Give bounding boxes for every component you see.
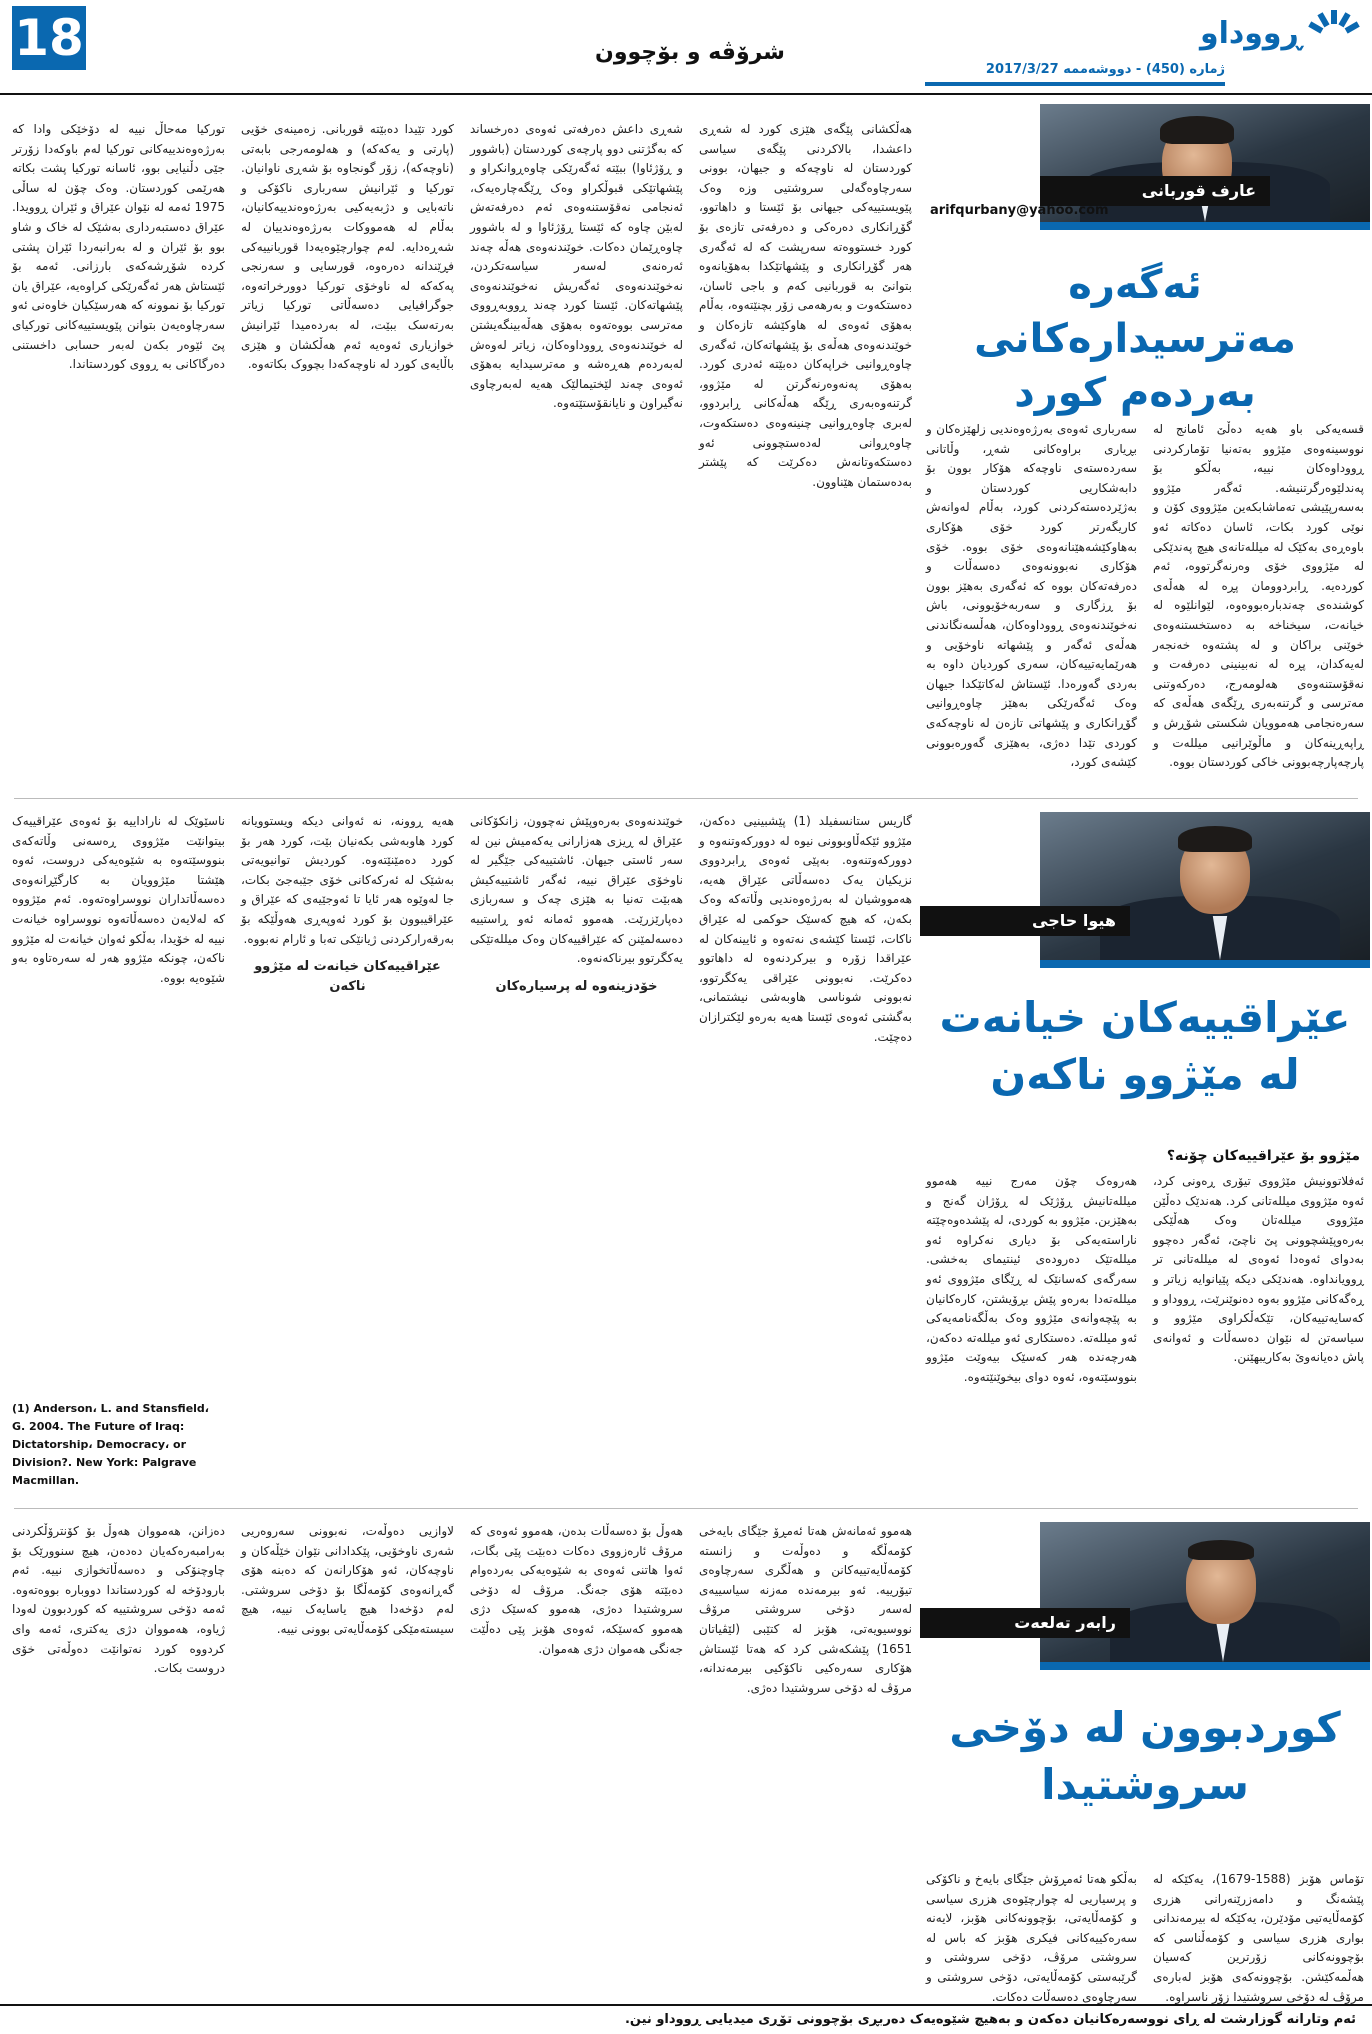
column: تورکیا مەحاڵ نییە لە دۆخێکی وادا کە بەرژەوەندییەکانی تورکیا لەم باوکەدا زۆرتر جێی دڵنیایی بوو، ئاسانە تورکیا پشت بکاتە هەرێمی کوردستان. وەک چۆن لە ساڵی 1975 ئەمە لە نێوان عێراق و ئێران ڕوویدا. عێراق دەستبەرداری بەشێک لە خاک و شاو بوو بۆ ئێران و لە بەرانبەردا ئێران پشتی کردە شۆڕشەکەی بارزانی. ئەمە بۆ ئێستاش هەر ئەگەرێکی کراوەیە، عێراق یان تورکیا بۆ نموونە کە هەرسێکیان خاوەنی ئەو سەرچاوەیەن بتوانن پێویستییەکانی تورکیای پێ ئێوەر بکەن لەبەر حسابی داخستنی دەرگاکانی بە ڕووی کوردستاندا. [12, 122, 225, 372]
article-body-1b [926, 420, 1364, 785]
article-body-2b [926, 1172, 1364, 1490]
column [699, 812, 912, 1490]
article-body-2 [12, 812, 912, 1490]
author-photo-2 [1040, 812, 1370, 960]
article-subhead: مێژوو بۆ عێراقییەکان چۆنە؟ [1166, 1148, 1360, 1164]
reference-note: (1) Anderson، L. and Stansfield، G. 2004. The Future of Iraq: Dictatorship، Democracy، or Division?. New York: Palgrave Macmillan. [12, 1402, 209, 1487]
article-title-3: کوردبوون لە دۆخی سروشتیدا [949, 1703, 1341, 1809]
author-photo-3 [1040, 1522, 1370, 1662]
column: کورد تێیدا دەبێتە قوربانی. زەمینەی خۆیی (پارتی و یەکەکە) و هەلومەرجی بابەتی (ناوچەکە)، زۆر گونجاوە بۆ شەڕی ناوانیان. تورکیا و ئێرانیش سەربارى ناکۆکی و ناتەبایی و دژبەیەکیی بەرژەوەندییەکانیان، بەڵام لە هەمووکات بەرژەوەندییان لە شەڕەدایە. لەم چوارچێوەیەدا قوربانییەکی فڕێندانە دەرەوە، قورسایی و سەرنجی پەکەکە لە ناوخۆی تورکیا دوورخراتەوە، جوگرافیایی دەسەڵاتی تورکیا زیاتر بەرتەسک ببێت، لە بەردەمیدا ئێرانیش خوازیاری ئەوەیە ئەم هەڵکشان و هێزی باڵایەی کورد لە ناوچەکەدا بچووک بکاتەوە. [241, 122, 454, 372]
column: ئەفلاتوونیش مێژووی تیۆری ڕەونی کرد، ئەوە مێژووی میللەتانی کرد. هەندێک دەڵێن مێژووی میللەتان وەک هەڵێکی بەرەوپێشچوونی پێ ناچێ، ئەگەر دەچوو بەدوای ئەوەدا ئەوەی لە میللەتانی تر ڕوویانداوە. هەندێکی دیکە پێیانوایە زیاتر و ڕەگەکانی مێژوو بەوە دەنوێنرێت، ڕووداو و کەسایەتییەکان، تێکەڵکراوی مێژوو و سیاسەتن لە نێوان دەسەڵات و ئەوانەی پاش دەیانەوێ بەکاریبهێنن. [1153, 1174, 1364, 1365]
article-title-2: عێراقییەکان خیانەت لە مێژوو ناکەن [939, 993, 1351, 1099]
author-name-3: رابەر تەلعەت [920, 1608, 1130, 1638]
author-stripe-3 [1040, 1662, 1370, 1670]
issue-line: ژمارە (450) - دووشەممە 2017/3/27 [985, 62, 1225, 77]
masthead-logo [1199, 6, 1364, 70]
column: هەوڵ بۆ دەسەڵات بدەن، هەموو ئەوەی کە مرۆڤ ئارەزووی دەکات دەبێت پێی بگات، ئەوا هاتنی ئەوەی بە شێوەیەکی بەردەوام دەبێتە هۆی جەنگ. مرۆڤ لە دۆخی سروشتیدا دەژی، هەموو کەسێک دژی هەموو کەسێکە، ئەوەی هۆبز پێی دەڵێت جەنگی هەموان دژی هەموان. [470, 1524, 683, 1656]
column: تۆماس هۆبز (1588-1679)، یەکێکە لە پێشەنگ و دامەزرێنەرانی هزری کۆمەڵایەتیی مۆدێرن، یەکێکە لە بیرمەندانی بواری هزری سیاسی و کۆمەڵناسی کە بۆچوونەکانی زۆرترین کەسیان هەڵمەکێشن. بۆچوونەکەی هۆبز لەبارەی مرۆڤ لە دۆخی سروشتیدا زۆر ناسراوە. [1153, 1872, 1364, 2004]
column-text: ناسێوێک لە ناراداییە بۆ ئەوەی عێراقییەک بیتوانێت مێژووی ڕەسەنی وڵاتەکەی بنووسێتەوە بە شێوەیەکی دروست، ئەوە هێشتا مێژوویان بە کارگێڕانەوەی دەسەڵاتداران نووسراوەتەوە. ئەم مێژووە کە لەلایەن دەسەڵاتەوە نووسراوە خیانەت نییە لە خۆیدا، بەڵکو ئەوان خیانەت لە مێژوو ناکەن، چونکە مێژوو هەر لە سەرەتاوە بەو شێوەیە بووە. [12, 814, 225, 985]
page-header [0, 0, 1372, 95]
author-stripe-2 [1040, 960, 1370, 968]
column: لاوازیی دەوڵەت، نەبوونی سەروەریی شەری ناوخۆیی، پێکدادانی نێوان خێڵەکان و ناوچەکان، ئەو هۆکارانەن کە دەبنە هۆی گەڕانەوەی کۆمەڵگا بۆ دۆخی سروشتی. لەم دۆخەدا هیچ یاسایەک نییە، هیچ سیستەمێکی کۆمەڵایەتی بوونی نییە. [241, 1524, 454, 1636]
author-email: arifqurbany@yahoo.com [930, 203, 1109, 218]
column-text: هەیە ڕوونە، نە ئەوانی دیکە ویستوویانە کورد هاوبەشی بکەنیان بێت، کورد هەر بۆ کورد دەمێنێتەوە. کوردیش توانیویەتی بەشێک لە ئەرکەکانی خۆی جێبەجێ بکات، جا لەوێوە هەر ئایا تا ئەوجێیەی کە عێراق و عێراقیبوون بۆ کورد ئەوپەڕی هەوڵێکە بۆ بەرقەرارکردنی ژیانێکی تەبا و ئارام نەبووە. [241, 814, 454, 946]
article-body-1 [12, 120, 912, 785]
column: دەزانن، هەمووان هەوڵ بۆ کۆنترۆڵکردنی بەرامبەرەکەیان دەدەن، هیچ سنوورێک بۆ چاوچنۆکی و دەسەڵاتخوازی نییە. ئەم بارودۆخە لە کوردستاندا دووبارە بووەتەوە. ئەمە دۆخی سروشتییە کە کوردبوون لەودا ژیاوە، هەمووان دژی یەکتری، ئەمە وای کردووە کورد نەتوانێت دەوڵەتی خۆی دروست بکات. [12, 1524, 225, 1676]
column: هەروەک چۆن مەرج نییە هەموو میللەتانیش ڕۆژێک لە ڕۆژان گەنج و بەهێزبن. مێژوو بە کوردی، لە پێشدەوەچێتە ناراستەیەکی بۆ دیاری نەکراوە ئەو میللەتێک دەرودەی ئینتیمای بەخشی. سەرگەی کەسانێک لە ڕێگای مێژووی ئەو میللەتەدا بەرەو پێش بڕۆیشتن، کارەکانیان بە پێچەوانەی مێژوو وەک بەڵگەنامەیەکی ئەو میللەتە. دەستکاری ئەو میللەتە دەکەن، هەرچەندە هەر کەسێک بیەوێت مێژوو بنووسێتەوە، ئەوە دوای بیخوێنێتەوە. [926, 1174, 1137, 1384]
column-subhead: عێراقییەکان خیانەت لە مێژوو ناکەن [254, 959, 441, 994]
page-number: 18 [12, 6, 86, 70]
article-body-3 [12, 1522, 912, 1994]
article-separator [14, 1508, 1358, 1509]
footer-disclaimer: ئەم وتارانە گوزارشت لە ڕای نووسەرەکانیان دەکەن و بەهیچ شێوەیەک دەربڕی بۆچوونی تۆڕی میدیایی ڕووداو نین. [0, 2004, 1372, 2034]
column-subhead: خۆدزینەوە لە پرسیارەکان [495, 978, 658, 994]
column-text: گاریس ستانسفیلد (1) پێشبینیی دەکەن، مێژوو ئێکەڵاوبوونی نیوە لە دوورکەوتنەوە و دوورکەوتنەوە. بەپێی ئەوەی ڕابردووی نزیکیان یەک دەسەڵاتی عێراق هەیە، هەمووشیان لە بەرژەوەندیی وڵاتەکە وەک بکەن، کە هیچ کەسێک حوکمی لە عێراق ناکات، ئێستا کێشەی نەتەوە و ئایینەکان لە عێراقدا زۆرە و بیرکردنەوە لە داهاتوو دەکرێت. نەبوونی عێراقی یەکگرتوو، نەبوونی شوناسی هاوبەشی نیشتمانی، بەگشتی ئەوەی ئێستا هەیە بەرەو لێکترازان دەچێت. [699, 814, 912, 1044]
author-stripe-1 [1040, 222, 1370, 230]
column: هەڵکشانی پێگەی هێزی کورد لە شەڕی داعشدا، بالاکردنی پێگەی سیاسی کوردستان لە ناوچەکە و جیهان، بوونی سەرچاوەگەلی سروشتیی وزە وەک پێویستییەکی جیهانی بۆ ئێستا و داهاتوو، گۆڕانکاری دەرەکی و دەرفەتی تازەی بۆ کورد خستووەتە سەرپشت کە لە ئەگەری هەر گۆڕانکاری و پێشهاتێکدا بەهۆیانەوە بتوانێ بە قوربانیی کەم و باجی ئاسان، دەستکەوت و بەرهەمی زۆر بچنێتەوە، بەڵام بەهۆی ئەوەی لە هاوکێشە تازەکان و خوێندنەوەی هەڵەی بۆ پێشهاتەکان، ئەگەری چاوەڕوانیی خراپەکان دەبێتە ئەدری کورد. بەهۆی پەنەوەرنەگرتن لە مێژوو، گرتنەوەبەری ڕێگە هەڵەکانی ڕابردوو، لەبری چاوەڕوانیی چنینەوەی دەستکەوت، چاوەڕوانی لەدەستچوونی ئەو دەستکەوتانەش دەکرێت کە پێشتر بەدەستمان هێناوون. [699, 122, 912, 489]
column [470, 812, 683, 1490]
author-name-1: عارف قوربانی [1040, 176, 1270, 206]
column: سەرباری ئەوەی بەرژەوەندیی زلهێزەکان و بڕیاری براوەکانی شەڕ، وڵاتانی سەردەستەی ناوچەکە هۆکار بوون بۆ دابەشکاریی کوردستان و بەژێردەستەکردنی کورد، بەڵام لەوانەش کاریگەرتر کورد خۆی هۆکاری بەهاوکێشەهێنانەوەی خۆی بووە. خۆی هۆکاری نەبوونەوەی دەسەڵات و دەرفەتەکان بووە کە ئەگەری بەهێز بوون بۆ ڕزگاری و سەربەخۆیوونی، باش نەخوێندنەوەی ڕووداوەکان، هەڵسەنگاندنی هەڵەی ئەگەر و پێشهاتە ناوخۆیی و هەرێمایەتییەکان، سەری کوردیان داوە بە بەردی گەورەدا. ئێستاش لەکاتێکدا جیهان وەک ئەگەرێکی بەهێز چاوەڕوانیی گۆڕانکاری و پێشهاتی تازەن لە ناوچەکەی کوردی تێدا دەژی، بەهێزی گەورەبوونی کێشەی کورد، [926, 422, 1137, 770]
column: شەڕی داعش دەرفەتی ئەوەی دەرخساند کە بەگژتنی دوو پارچەی کوردستان (باشوور و ڕۆژئاوا) ببێتە ئەگەرێکی چاوەڕوانکراو و پێشهاتێکی قبوڵکراو وەک ڕێگەچارەیەک، ئەنجامی نەقۆستنەوەی ئەم دەرفەتەش لەبێن چاوە کە ئێستا ڕۆژئاوا و لە باشوور چاوەڕێمان دەکات. خوێندنەوەی هەڵە چەند ئەرەنەی لەسەر سیاسەتکردن، نەخوێندنەوەی ئەگەریش نەخوێندنەوەی پێشهاتەکان. ئێستا کورد چەند ڕووبەڕووی مەترسی بووەتەوە بەهۆی هەڵەبینگەیشتن لە خوێندنەوەی ڕووداوەکان، زیاتر لەوەش لەبەردەم هەڕەشە و مەترسیدایە بەهۆی ئەوەی چەند لێختیمالێک هەیە لەبەرچاوی نەگیراون و نایانقۆستێتەوە. [470, 122, 683, 411]
column: هەموو ئەمانەش هەتا ئەمڕۆ جێگای بایەخی کۆمەڵگە و دەوڵەت و زانستە کۆمەڵایەتییەکانن و هەڵگری سەرچاوەی تیۆرییە. ئەو بیرمەندە مەزنە سیاسییەی لەسەر دۆخی سروشتی مرۆڤ نووسیویەتی، هۆبز لە کتێبی (لێڤیاتان 1651) پێشکەشی کرد کە هەتا ئێستاش هۆکاری سەرەکیی ناکۆکیی بیرمەندانە، مرۆڤ لە دۆخی سروشتیدا دەژی. [699, 1524, 912, 1695]
column: بەڵکو هەتا ئەمڕۆش جێگای بایەخ و ناکۆکی و پرسیاریی لە چوارچێوەی هزری سیاسی و کۆمەڵایەتی، بۆچوونەکانی هۆبز، لایەنە سەرەکییەکانی فیکری هۆبز کە باس لە سروشتی مرۆڤ، دۆخی سروشتی و گرێبەستی کۆمەڵایەتی، دۆخی سروشتی و سەرچاوەی دەسەڵات دەکات. [926, 1872, 1137, 2004]
logo-icon [1304, 8, 1364, 68]
header-rule [925, 82, 1225, 86]
author-name-2: هیوا حاجی [920, 906, 1130, 936]
masthead-name: ڕووداو [1199, 16, 1302, 51]
article-title-1: ئەگەرە مەترسیدارەکانی بەردەم کورد [974, 262, 1296, 416]
section-title: شرۆڤە و بۆچوون [595, 40, 785, 65]
column [241, 812, 454, 1490]
column-text: خوێندنەوەی بەرەوپێش نەچوون، زانکۆکانی عێراق لە ڕیزی هەزارانی یەکەمیش نین لە سەر ئاستی جیهان. ئاشتییەکی جێگیر لە ناوخۆی عێراق نییە، ئەگەر ئاشتییەکیش هەبێت تەنیا بە هێزی چەک و سەربازی دەپارێزرێت. هەموو ئەمانە ئەو ڕاستییە دەسەلمێنن کە عێراقییەکان وەک میللەتێکی یەکگرتوو بیرناکەنەوە. [470, 814, 683, 966]
article-separator [14, 798, 1358, 799]
article-body-3b [926, 1870, 1364, 2004]
column: قسەیەکی باو هەیە دەڵێ ئامانج لە نووسینەوەی مێژوو بەتەنیا تۆمارکردنی ڕووداوەکان نییە، بەڵکو بۆ پەندلێوەرگرتنیشە. ئەگەر مێژوو بەسەرپێیشی تەماشابکەین مێژووی کۆن و نوێی کورد بکات، ئاسان دەکاتە ئەو باوەڕەی بەکێک لە میللەتانەی هیچ پەندێکی لە مێژووی خۆی وەرنەگرتووە، ئەم کوردەیە. ڕابردوومان پڕە لە هەڵەی کوشندەی چەندبارەبووەوە، لێوانلێوە لە خیانەت، سیخناخە بە دەستخستنەوەی خوێنی براکان و لە پشتەوە خەنجەر لەیەکدان، پڕە لە نەبینینی دەرفەت و نەقۆستنەوەی هەلومەرج، دەرکەوتنی مەترسی و گرتنەبەری ڕێگەی هەڵەی کە سەرەنجامی هەموویان شکستی شۆڕش و ڕاپەڕینەکان و ماڵوێرانیی میللەت و پارچەپارچەبوونی خاکی کوردستان بووە. [1153, 422, 1364, 770]
column [12, 812, 225, 1490]
